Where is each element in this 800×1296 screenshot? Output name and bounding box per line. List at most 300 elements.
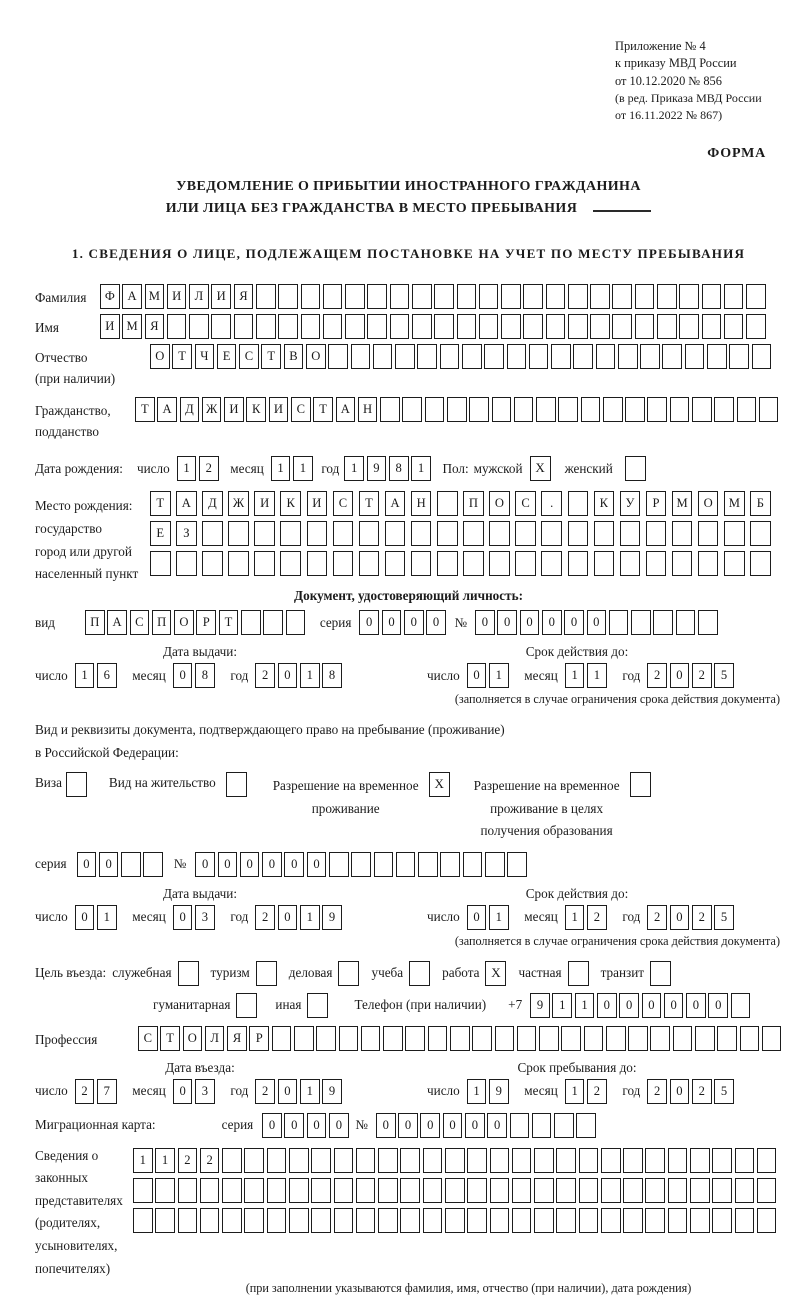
form-cell[interactable] [532,1113,552,1138]
form-cell[interactable] [490,1148,510,1173]
form-cell[interactable]: 2 [200,1148,220,1173]
form-cell[interactable]: Ж [202,397,222,422]
form-cell[interactable]: З [176,521,197,546]
form-cell[interactable] [133,1178,153,1203]
form-cell[interactable] [623,1148,643,1173]
form-cell[interactable]: 2 [75,1079,95,1104]
form-cell[interactable]: 1 [575,993,595,1018]
form-cell[interactable] [724,521,745,546]
form-cell[interactable] [489,521,510,546]
form-cell[interactable] [646,551,667,576]
form-cell[interactable]: 2 [587,905,607,930]
form-cell[interactable] [757,1208,777,1233]
form-cell[interactable]: 0 [520,610,540,635]
purpose-humanitarian-checkbox[interactable] [236,993,257,1018]
form-cell[interactable]: 2 [255,905,275,930]
form-cell[interactable] [267,1178,287,1203]
form-cell[interactable] [568,521,589,546]
form-cell[interactable] [657,284,677,309]
form-cell[interactable] [367,314,387,339]
form-cell[interactable]: Я [145,314,165,339]
form-cell[interactable] [735,1178,755,1203]
purpose-business-checkbox[interactable] [338,961,359,986]
form-cell[interactable]: А [107,610,127,635]
form-cell[interactable] [467,1208,487,1233]
form-cell[interactable] [690,1178,710,1203]
form-cell[interactable] [490,1208,510,1233]
form-cell[interactable] [202,521,223,546]
form-cell[interactable] [428,1026,448,1051]
form-cell[interactable] [334,1148,354,1173]
form-cell[interactable]: О [489,491,510,516]
form-cell[interactable]: Р [646,491,667,516]
form-cell[interactable] [155,1178,175,1203]
form-cell[interactable]: 9 [530,993,550,1018]
form-cell[interactable]: 1 [587,663,607,688]
form-cell[interactable] [490,1178,510,1203]
form-cell[interactable] [581,397,601,422]
form-cell[interactable]: 0 [278,905,298,930]
form-cell[interactable] [228,551,249,576]
form-cell[interactable]: 9 [322,905,342,930]
form-cell[interactable] [534,1178,554,1203]
form-cell[interactable]: 0 [99,852,119,877]
form-cell[interactable] [378,1148,398,1173]
form-cell[interactable]: У [620,491,641,516]
form-cell[interactable] [690,1148,710,1173]
form-cell[interactable] [561,1026,581,1051]
form-cell[interactable] [712,1178,732,1203]
form-cell[interactable] [692,397,712,422]
form-cell[interactable] [155,1208,175,1233]
form-cell[interactable]: 0 [284,852,304,877]
form-cell[interactable]: Л [205,1026,225,1051]
form-cell[interactable]: 0 [218,852,238,877]
purpose-transit-checkbox[interactable] [650,961,671,986]
form-cell[interactable] [359,521,380,546]
form-cell[interactable] [512,1208,532,1233]
form-cell[interactable] [463,521,484,546]
form-cell[interactable] [200,1178,220,1203]
form-cell[interactable]: 0 [420,1113,440,1138]
form-cell[interactable] [396,852,416,877]
form-cell[interactable] [463,551,484,576]
form-cell[interactable]: И [254,491,275,516]
form-cell[interactable]: 0 [77,852,97,877]
form-cell[interactable] [612,314,632,339]
form-cell[interactable] [228,521,249,546]
form-cell[interactable] [329,852,349,877]
form-cell[interactable] [558,397,578,422]
form-cell[interactable] [380,397,400,422]
form-cell[interactable] [280,521,301,546]
form-cell[interactable]: 8 [195,663,215,688]
form-cell[interactable] [467,1178,487,1203]
form-cell[interactable] [333,521,354,546]
form-cell[interactable] [244,1148,264,1173]
form-cell[interactable]: 0 [708,993,728,1018]
form-cell[interactable]: 1 [552,993,572,1018]
form-cell[interactable] [759,397,779,422]
form-cell[interactable] [529,344,549,369]
form-cell[interactable]: В [284,344,304,369]
form-cell[interactable] [311,1178,331,1203]
form-cell[interactable] [668,1178,688,1203]
form-cell[interactable]: 8 [322,663,342,688]
form-cell[interactable] [712,1148,732,1173]
form-cell[interactable] [328,344,348,369]
form-cell[interactable] [294,1026,314,1051]
form-cell[interactable]: 0 [475,610,495,635]
form-cell[interactable] [434,314,454,339]
form-cell[interactable]: 0 [619,993,639,1018]
form-cell[interactable] [367,284,387,309]
form-cell[interactable] [672,551,693,576]
form-cell[interactable]: 2 [692,1079,712,1104]
form-cell[interactable] [143,852,163,877]
form-cell[interactable]: 0 [307,1113,327,1138]
form-cell[interactable]: 0 [564,610,584,635]
form-cell[interactable]: Е [150,521,171,546]
form-cell[interactable]: 2 [199,456,219,481]
form-cell[interactable] [272,1026,292,1051]
form-cell[interactable]: Т [261,344,281,369]
form-cell[interactable]: О [150,344,170,369]
form-cell[interactable] [501,284,521,309]
form-cell[interactable] [685,344,705,369]
form-cell[interactable] [523,284,543,309]
form-cell[interactable] [447,397,467,422]
form-cell[interactable] [492,397,512,422]
form-cell[interactable]: 0 [173,663,193,688]
form-cell[interactable]: И [224,397,244,422]
form-cell[interactable] [489,551,510,576]
form-cell[interactable] [712,1208,732,1233]
form-cell[interactable]: Т [359,491,380,516]
form-cell[interactable] [351,852,371,877]
form-cell[interactable] [618,344,638,369]
form-cell[interactable] [750,551,771,576]
form-cell[interactable]: 1 [565,663,585,688]
form-cell[interactable] [695,1026,715,1051]
form-cell[interactable]: 1 [155,1148,175,1173]
form-cell[interactable] [333,551,354,576]
form-cell[interactable]: 0 [587,610,607,635]
form-cell[interactable] [267,1148,287,1173]
form-cell[interactable] [167,314,187,339]
form-cell[interactable] [679,284,699,309]
form-cell[interactable] [662,344,682,369]
form-cell[interactable]: 1 [133,1148,153,1173]
form-cell[interactable] [189,314,209,339]
form-cell[interactable] [311,1148,331,1173]
form-cell[interactable] [267,1208,287,1233]
form-cell[interactable] [679,314,699,339]
form-cell[interactable]: 0 [173,905,193,930]
form-cell[interactable] [301,314,321,339]
form-cell[interactable]: 0 [398,1113,418,1138]
form-cell[interactable]: 0 [542,610,562,635]
form-cell[interactable] [485,852,505,877]
form-cell[interactable]: 0 [278,1079,298,1104]
form-cell[interactable]: 0 [670,663,690,688]
form-cell[interactable] [702,314,722,339]
form-cell[interactable]: 2 [692,905,712,930]
form-cell[interactable] [612,284,632,309]
form-cell[interactable] [479,314,499,339]
form-cell[interactable] [670,397,690,422]
form-cell[interactable]: О [183,1026,203,1051]
sex-female-checkbox[interactable] [625,456,646,481]
form-cell[interactable]: К [280,491,301,516]
form-cell[interactable] [323,314,343,339]
form-cell[interactable] [539,1026,559,1051]
form-cell[interactable] [672,521,693,546]
form-cell[interactable] [211,314,231,339]
purpose-tourism-checkbox[interactable] [256,961,277,986]
form-cell[interactable] [737,397,757,422]
form-cell[interactable] [286,610,306,635]
form-cell[interactable] [750,521,771,546]
form-cell[interactable] [359,551,380,576]
form-cell[interactable] [445,1208,465,1233]
form-cell[interactable]: 0 [642,993,662,1018]
form-cell[interactable]: 1 [75,663,95,688]
form-cell[interactable] [729,344,749,369]
form-cell[interactable]: М [145,284,165,309]
form-cell[interactable] [717,1026,737,1051]
form-cell[interactable] [556,1178,576,1203]
purpose-study-checkbox[interactable] [409,961,430,986]
form-cell[interactable]: 0 [597,993,617,1018]
form-cell[interactable]: 1 [489,663,509,688]
form-cell[interactable]: Т [150,491,171,516]
form-cell[interactable]: П [85,610,105,635]
form-cell[interactable] [378,1208,398,1233]
form-cell[interactable] [501,314,521,339]
form-cell[interactable] [620,551,641,576]
form-cell[interactable] [568,491,589,516]
form-cell[interactable]: А [385,491,406,516]
form-cell[interactable]: 0 [75,905,95,930]
form-cell[interactable]: 0 [465,1113,485,1138]
form-cell[interactable] [517,1026,537,1051]
form-cell[interactable] [311,1208,331,1233]
form-cell[interactable]: 0 [670,905,690,930]
form-cell[interactable] [579,1148,599,1173]
form-cell[interactable] [457,284,477,309]
form-cell[interactable]: Т [135,397,155,422]
form-cell[interactable] [707,344,727,369]
form-cell[interactable]: 0 [664,993,684,1018]
form-cell[interactable]: 6 [97,663,117,688]
form-cell[interactable] [278,284,298,309]
form-cell[interactable] [646,521,667,546]
form-cell[interactable]: 0 [195,852,215,877]
form-cell[interactable] [280,551,301,576]
form-cell[interactable] [395,344,415,369]
form-cell[interactable] [579,1208,599,1233]
form-cell[interactable] [584,1026,604,1051]
form-cell[interactable] [698,610,718,635]
form-cell[interactable] [373,344,393,369]
form-cell[interactable] [645,1148,665,1173]
form-cell[interactable] [440,344,460,369]
form-cell[interactable] [628,1026,648,1051]
form-cell[interactable] [400,1178,420,1203]
purpose-work-checkbox[interactable]: X [485,961,506,986]
form-cell[interactable] [546,314,566,339]
form-cell[interactable] [390,284,410,309]
form-cell[interactable]: Я [227,1026,247,1051]
form-cell[interactable]: 0 [284,1113,304,1138]
form-cell[interactable]: О [306,344,326,369]
form-cell[interactable]: Т [219,610,239,635]
form-cell[interactable] [515,521,536,546]
form-cell[interactable] [546,284,566,309]
form-cell[interactable]: 0 [443,1113,463,1138]
form-cell[interactable] [740,1026,760,1051]
form-cell[interactable] [668,1148,688,1173]
form-cell[interactable]: 0 [404,610,424,635]
form-cell[interactable] [690,1208,710,1233]
form-cell[interactable]: 1 [271,456,291,481]
form-cell[interactable] [385,551,406,576]
form-cell[interactable]: М [122,314,142,339]
form-cell[interactable] [568,314,588,339]
form-cell[interactable]: 2 [647,905,667,930]
form-cell[interactable] [556,1148,576,1173]
form-cell[interactable] [334,1178,354,1203]
form-cell[interactable]: 1 [293,456,313,481]
form-cell[interactable] [601,1148,621,1173]
option-residence-permit-checkbox[interactable] [226,772,247,797]
form-cell[interactable] [345,284,365,309]
form-cell[interactable]: А [176,491,197,516]
form-cell[interactable] [601,1208,621,1233]
form-cell[interactable] [512,1178,532,1203]
purpose-private-checkbox[interactable] [568,961,589,986]
form-cell[interactable]: Ф [100,284,120,309]
form-cell[interactable]: 5 [714,1079,734,1104]
form-cell[interactable]: 0 [686,993,706,1018]
form-cell[interactable] [596,344,616,369]
form-cell[interactable]: 0 [382,610,402,635]
form-cell[interactable] [609,610,629,635]
form-cell[interactable]: И [167,284,187,309]
form-cell[interactable] [645,1208,665,1233]
form-cell[interactable] [256,314,276,339]
form-cell[interactable]: Н [411,491,432,516]
form-cell[interactable] [523,314,543,339]
form-cell[interactable]: 1 [177,456,197,481]
form-cell[interactable] [576,1113,596,1138]
form-cell[interactable] [405,1026,425,1051]
form-cell[interactable] [289,1148,309,1173]
form-cell[interactable] [495,1026,515,1051]
form-cell[interactable]: 1 [300,1079,320,1104]
form-cell[interactable]: 1 [565,905,585,930]
form-cell[interactable] [244,1208,264,1233]
form-cell[interactable]: И [307,491,328,516]
form-cell[interactable]: 3 [195,905,215,930]
form-cell[interactable] [383,1026,403,1051]
form-cell[interactable]: И [100,314,120,339]
form-cell[interactable] [423,1208,443,1233]
form-cell[interactable] [590,314,610,339]
form-cell[interactable]: Т [313,397,333,422]
form-cell[interactable]: 0 [487,1113,507,1138]
form-cell[interactable] [623,1208,643,1233]
form-cell[interactable]: 0 [670,1079,690,1104]
form-cell[interactable]: 2 [647,663,667,688]
form-cell[interactable]: 0 [359,610,379,635]
form-cell[interactable] [378,1178,398,1203]
form-cell[interactable]: 0 [467,905,487,930]
form-cell[interactable] [244,1178,264,1203]
form-cell[interactable] [647,397,667,422]
form-cell[interactable] [411,521,432,546]
form-cell[interactable]: 9 [322,1079,342,1104]
option-visa-checkbox[interactable] [66,772,87,797]
form-cell[interactable] [746,284,766,309]
form-cell[interactable] [512,1148,532,1173]
form-cell[interactable] [323,284,343,309]
form-cell[interactable]: С [239,344,259,369]
form-cell[interactable] [479,284,499,309]
form-cell[interactable]: 1 [300,905,320,930]
form-cell[interactable] [556,1208,576,1233]
form-cell[interactable] [623,1178,643,1203]
form-cell[interactable] [735,1208,755,1233]
form-cell[interactable]: 0 [262,1113,282,1138]
form-cell[interactable]: 0 [376,1113,396,1138]
form-cell[interactable] [450,1026,470,1051]
form-cell[interactable] [278,314,298,339]
form-cell[interactable]: 0 [329,1113,349,1138]
form-cell[interactable] [412,284,432,309]
sex-male-checkbox[interactable]: X [530,456,551,481]
form-cell[interactable] [417,344,437,369]
form-cell[interactable]: Е [217,344,237,369]
form-cell[interactable]: А [157,397,177,422]
form-cell[interactable]: . [541,491,562,516]
form-cell[interactable] [510,1113,530,1138]
form-cell[interactable]: К [594,491,615,516]
form-cell[interactable]: 0 [467,663,487,688]
form-cell[interactable]: С [138,1026,158,1051]
form-cell[interactable]: 0 [262,852,282,877]
option-temp-residence-checkbox[interactable]: X [429,772,450,797]
form-cell[interactable] [437,551,458,576]
purpose-official-checkbox[interactable] [178,961,199,986]
form-cell[interactable] [514,397,534,422]
form-cell[interactable] [437,521,458,546]
form-cell[interactable] [469,397,489,422]
form-cell[interactable] [668,1208,688,1233]
form-cell[interactable]: О [698,491,719,516]
form-cell[interactable]: К [246,397,266,422]
form-cell[interactable] [316,1026,336,1051]
form-cell[interactable] [653,610,673,635]
form-cell[interactable] [554,1113,574,1138]
form-cell[interactable] [361,1026,381,1051]
form-cell[interactable] [254,551,275,576]
form-cell[interactable] [635,284,655,309]
form-cell[interactable]: 5 [714,905,734,930]
form-cell[interactable]: 1 [300,663,320,688]
form-cell[interactable]: 0 [173,1079,193,1104]
